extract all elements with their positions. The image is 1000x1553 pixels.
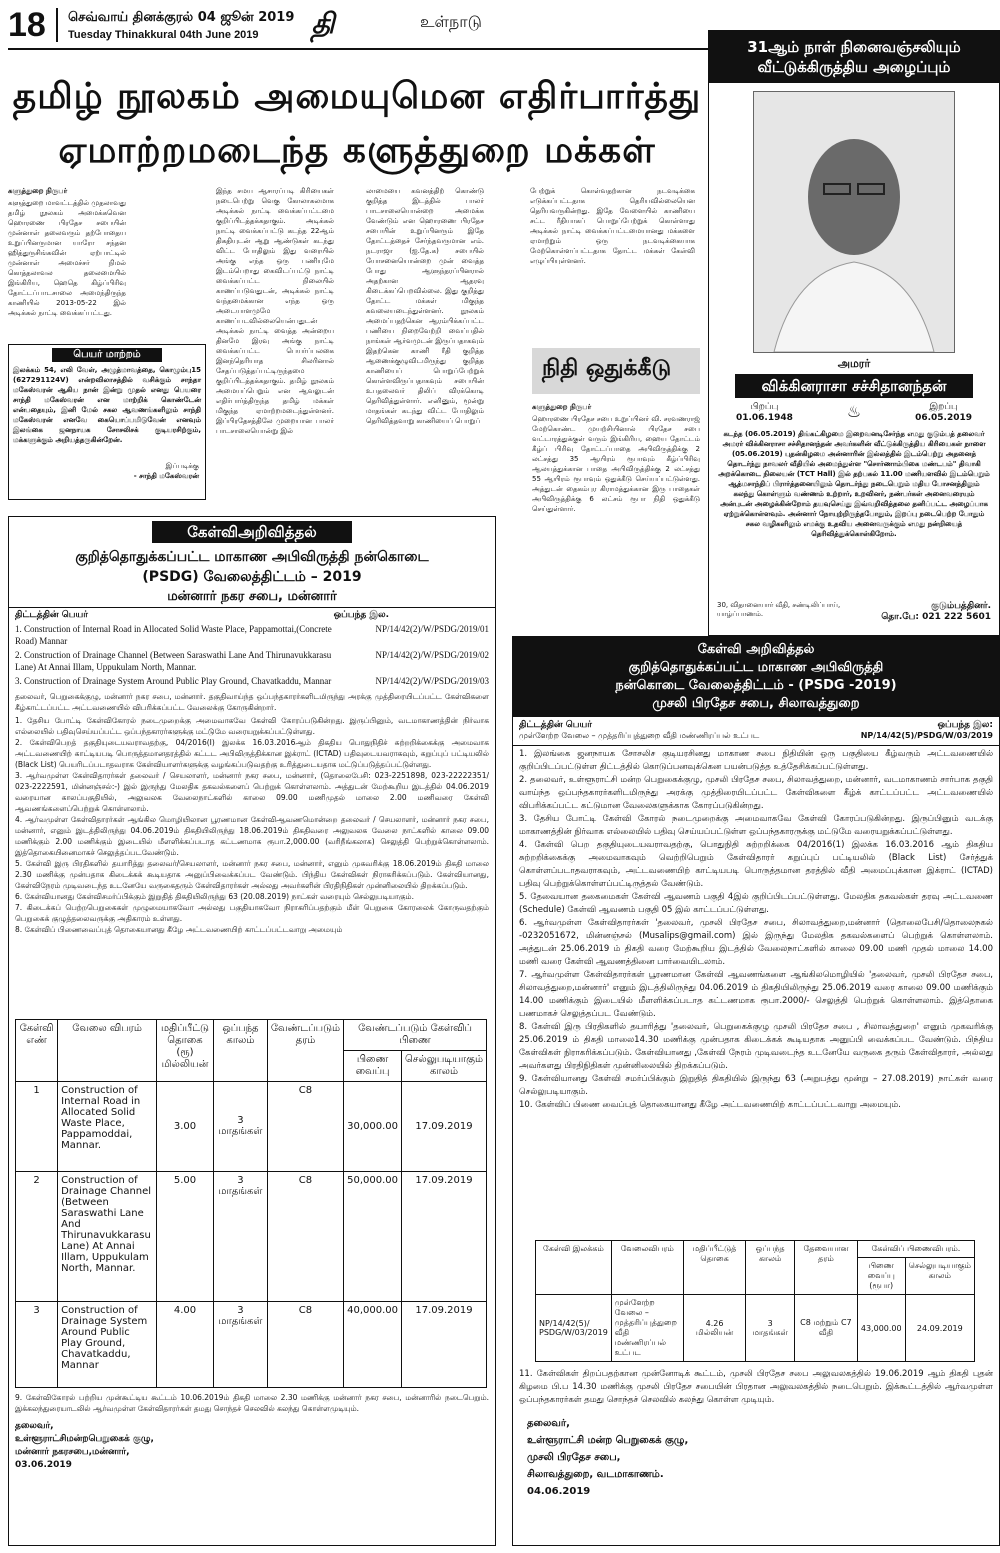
tender-left-heading: கேள்விஅறிவித்தல்	[152, 521, 352, 543]
clause: 1. இலங்கை ஜனநாயக சோசலிச குடியரசினது மாகாண சபை நிதியின் ஒரு பகுதியை கீழ்வரும் அட்டவணையில் குறிப்பிடப்பட்டுள்ள திட்டத்தில் கொடுப்பனவுக்கென பயன்படுத்த உத்தேசிக்கப்பட்டுள்ளது.	[519, 749, 993, 772]
section-label: உள்நாடு	[420, 12, 482, 31]
clause: 8. கேள்விப் பிணைவைப்புத் தொகையானது கீழே அட்டவணையிற் காட்டப்பட்டவாறு அமையும்	[15, 925, 343, 934]
name-change-title: பெயர் மாற்றம்	[52, 348, 162, 362]
th-no: கேள்வி இலக்கம்	[536, 1241, 612, 1295]
th-grade: வேண்டப்படும் தரம்	[267, 1020, 343, 1082]
obituary-notice	[708, 30, 1000, 636]
tender-notice-mannar	[8, 516, 496, 1546]
obituary-title	[709, 31, 999, 83]
th-cost: மதிப்பீட்டு தொகை (ரூ) மில்லியன்	[156, 1020, 213, 1082]
name-change-body: இலக்கம் 54, எலி வேள், அழுத்மாவத்தை, கொழும்பு15 (627291124V) என்றவிலாசத்தில் வசிக்கும் சாந்தா மகேஸ்வரன் ஆகிய நான் இன்று முதல் எனது பெயரை சாந்தி மகேஸ்வரன் என மாற்றிக் கொண்டேன் என்பதையும், இனி மேல் சகல ஆவணங்களிலும் சாந்தி மகேஸ்வரன் எனவே கையொப்பமிடுவேன் எனவும் இலங்கை ஜனநாயக சோசலிசக் குடியரசிற்கும், மக்களுக்கும் அறியத்தருகின்றேன்.	[13, 366, 201, 444]
tender-left-title-2: (PSDG) வேலைத்திட்டம் – 2019	[142, 569, 362, 585]
tender-left-col-contract: ஒப்பந்த இல.	[333, 610, 389, 620]
project-row: 2. Construction of Drainage Channel (Between Saraswathi Lane And Thirunavukkarasu Lane) At Annai Illam, Uppukulam North, Mannar. NP/14/42(2)/W/PSDG/2019/02	[15, 650, 489, 672]
th-cost: மதிப்பீட்டுத் தொகை	[683, 1241, 746, 1295]
clause: 5. தேவையான தகைமைகள் கேள்வி ஆவணம் பகுதி 4இல் குறிப்பிடப்பட்டுள்ளது. மேலதிக தகவல்கள் தரவு அட்டவணை (Schedule) கேள்வி ஆவணம் பகுதி 05 இல் காட்டப்பட்டுள்ளது.	[519, 892, 993, 915]
project-row: 1. Construction of Internal Road in Allocated Solid Waste Place, Pappamottai,(Concrete Road) Mannar NP/14/42(2)/W/PSDG/2019/01	[15, 624, 489, 646]
article-column-4: பேற்றுக் கொள்வதற்கான நடவடிக்கை எடுக்கப்பட்டதாக தெரியவில்லையென தெரியவருகின்றது. இதே வேளையில் காணியை சட்ட ரீதியாகப் பொறுப்பேற்றுக் கொள்ளாது அடிக்கல் நாட்டி வைக்கப்பட்டமையானது மக்களை ஏமாற்றும் ஒரு நடவடிக்கையாக மேற்கொள்ளப்பட்டதாக தோட்ட மக்கள் கேள்வி எழுப்பியுள்ளனர்.	[530, 187, 695, 265]
name-change-notice	[8, 344, 206, 500]
obituary-honorific: அமரர்	[837, 357, 871, 370]
clause: 3. தேசிய போட்டி கேள்வி கோரல் நடைமுறைக்கு அமைவாகவே கேள்வி கோரப்படுகின்றது. இருப்பினும் வடக்கு மாகாணத்தின் நிர்வாக எல்லையில் பதிவு செய்யப்பட்டுள்ள ஒப்பந்தகாரருக்கு மட்டுமே வரையறுக்கப்பட்டுள்ளது.	[519, 814, 993, 837]
tender-right-clause-11: 11. கேள்விகள் திறப்பதற்கான முன்னோடிக் கூட்டம், முசலி பிரதேச சபை அலுவலகத்தில் 19.06.2019 ஆம் திகதி புதன் கிழமை பி.ப 14.30 மணிக்கு முசலி பிரதேச சபையின் பிரதான அலுவலகத்தில் நடைபெறும். இக்கூட்டத்தில் ஆர்வமுள்ள ஒப்பந்தகாரர்கள் தமது சொந்தச் செலவில் கலந்து கொள்ள முடியும்.	[519, 1369, 993, 1405]
article-column-1: களுத்துறை மாவட்டத்தில் முதலாவது தமிழ் நூலகம் அமைக்கவென ஹொரணை பிரதேச சபையின் முன்னாள் தலைவரும் தற்போதைய உறுப்பினருமான யாரோ சந்தன ஹித்துருசிங்கவின் ஏற்பாட்டில் முன்னாள் அமைச்சர் நிமல் கொத்தலாவல தலைமையில் இங்கிரிய, ஹெதெ கிழ்ப்பிரிவு தோட்டப்பாடசாலை அமைந்திருந்த காணியில் 2013-05-22 இல் அடிக்கல் நாட்டி வைக்கப்பட்டது.	[8, 199, 126, 317]
article-column-3: லாமையை கவனத்திற் கொண்டு குறித்த இடத்தில் பாலர் பாடசாலையொன்றை அமைக்க வேண்டும் என ஹொரணை பிரதேச சபையின் உறுப்பினரும் இதே தோட்டத்தைச் சேர்ந்தவருமான எம். நடராஜா (ஐ.தே.க) சபையில் யோசனையொன்றை முன் வைத்த போது ஆளுந்தரப்பினரால் அதற்கான ஆதரவு கிடைக்கப்பெறவில்லை. இது குறித்து தோட்ட மக்கள் மிகுந்த கவலையடைந்துள்ளனர். நூலகம் அமைப்பதற்கென ஆரம்பிக்கப்பட்ட பணியை நிறைவேற்றி வைப்பதில் நாங்கள் ஆர்வமுடன் இருப்பதாகவும் இதற்கென காணி ரீதி குறித்த ஆணைக்குழுவிடமிருந்து குறித்த காணியைப் பொறுப்பேற்றுக் கொள்ளவிருப்பதாகவும் சபையின் உபதலைவர் திலிப் விரக்கொடி தெரிவித்துள்ளார். எனினும், மூன்று மாதங்கள் கடந்து விட்ட போதிலும் தெரிவித்தவாறு காணியைப் பொறுப்	[366, 187, 484, 425]
obituary-dates	[709, 402, 999, 423]
clause: 7. ஆர்வமுள்ள கேள்விதாரர்கள் பூரணமான கேள்வி ஆவணங்களை ஆங்கிலமொழியில் 'தலைவர், முசலி பிரதேச சபை, சிலாவத்துறை,மன்னார்' எனும் இடத்திலிருந்து 04.06.2019 ம் திகதியிலிருந்து 25.06.2019 வரை காலை 09.00 மணிக்கும் 14.00 மணிக்கும் இடையில் மீளளிக்கப்படாத கட்டணமாக ரூபா.2000/- செலுத்தி பெற்றுக் கொள்ளலாம். இத்தொகை பணமாகச் செலுத்தப்பட வேண்டும்.	[519, 970, 993, 1019]
newspaper-logo: தி	[311, 7, 335, 40]
portrait-illustration	[754, 92, 954, 352]
th-bond-group: கேள்விப் பிணைவிபரம்.	[857, 1241, 974, 1258]
tender-left-clauses	[9, 715, 495, 1015]
table-row: 3 Construction of Drainage System Around Public Play Ground, Chavatkaddu, Mannar 4.00 3 மாதங்கள் C8 40,000.00 17.09.2019	[16, 1302, 487, 1388]
lamp-icon: ♨	[846, 402, 862, 421]
th-grade: தேவையான தரம்	[794, 1241, 857, 1295]
tender-left-clause-9: 9. கேள்விகோரல் பற்றிய முன்கூட்டிய கூட்டம் 10.06.2019ம் திகதி மாலை 2.30 மணிக்கு மன்னார் நகர சபை, மன்னாரில் நடைபெறும். இக்கலந்துரையாடலில் ஆர்வமுள்ள கேள்விதாரர்கள் தமது சொந்தச் செலவில் கலந்து கொள்ளமுடியும்.	[15, 1393, 489, 1413]
th-no: கேள்வி எண்	[16, 1020, 58, 1082]
tender-right-title-2: நன்கொடை வேலைத்திட்டம் - (PSDG -2019)	[615, 678, 897, 693]
clause: 5. கேள்வி இரு பிரதிகளில் தயாரித்து தலைவர்/செயலாளர், மன்னார் நகர சபை, மன்னார், எனும் முகவரிக்கு 18.06.2019ம் திகதி மாலை 2.30 மணிக்கு முன்பதாக கிடைக்கக் கூடியதாக அனுப்பிவைக்கப்பட வேண்டும். பிந்திய கேள்விகள் நிராகரிக்கப்படும். கேள்வியானது, கேள்விநேரம் முடிவடைந்த உடனேயே வருகைதரும் கேள்விதாரர்கள் அல்லது அவர்களின் பிரதிநிதிகள் முன்னிலையில் திறக்கப்படும்.	[15, 859, 489, 890]
header-divider	[56, 8, 58, 42]
obituary-name: விக்கினராசா சச்சிதானந்தன்	[735, 374, 973, 398]
project-row: 3. Construction of Drainage System Around Public Play Ground, Chavatkaddu, Mannar NP/14/42(2)/W/PSDG/2019/03	[15, 676, 489, 686]
tender-right-title-1: குறித்தொதுக்கப்பட்ட மாகாண அபிவிருத்தி	[628, 660, 884, 675]
birth-date: 01.06.1948	[735, 413, 793, 423]
th-validity: செல்லுபடியாகும் காலம்	[402, 1051, 487, 1082]
tender-left-col-headers	[9, 607, 495, 623]
funding-title-box	[532, 348, 700, 394]
tender-right-header-block	[513, 637, 999, 717]
clause: 4. கேள்வி பெற தகுதியுடையவராவதற்கு, பொதுநிதி சுற்றறிக்கை 04/2016(1) இலக்க 16.03.2016 ஆம் திகதிய சுற்றறிக்கைக்கு அமைவாகவும் வெற்றிபெறும் கேள்விதாரர் கறுப்புப் பட்டியலில் (Black List) சேர்த்துக் கொள்ளப்படாதவராகவும், அட்டவணையிற் காட்டியபடி பொருத்தமான தரத்தில் வீதி அமைப்புக்கான இக்ராட் (ICTAD) பதிவு பெற்றுக்கொள்ளப்பட்டிருத்தல் வேண்டும்.	[519, 840, 993, 889]
clause: 6. ஆர்வமுள்ள கேள்விதாரர்கள் 'தலைவர், முசலி பிரதேச சபை, சிலாவத்துறை,மன்னார் (தொலைபேசி/தொலைநகல் -0232051672, மின்னஞ்சல் (Musalips@gmail.com) இல் இருந்து மேலதிக தகவல்களைப் பெற்றுக் கொள்ளலாம். அத்துடன் 25.06.2019 ம் திகதி வரை மேற்கூறிய இடத்தில் வேலைநாட்களில் காலை 09.00 மணி முதல் மாலை 14.00 மணி வரை கேள்வி ஆவணத்தினை பார்வையிடலாம்.	[519, 918, 993, 967]
th-period: ஒப்பந்த காலம்	[746, 1241, 795, 1295]
header-date-english: Tuesday Thinakkural 04th June 2019	[68, 29, 259, 41]
tender-right-col-project: திட்டத்தின் பெயர்	[519, 720, 592, 730]
tender-left-title-3: மன்னார் நகர சபை, மன்னார்	[167, 589, 337, 604]
clause: 2. கேள்விபெறத் தகுதியுடையவராவதற்கு, 04/2016(I) இலக்க 16.03.2016ஆம் திகதிய பொதுநிதிச் சுற்றறிக்கைக்கு அமைவாக அட்டவணையிற் காட்டியபடி பொருத்தமானதரத்தில் கட்டட அபிவிருத்திக்கான இக்ராட் (ICTAD) பதிவுடையவராகவும், கறுப்புப் பட்டியலில் (Black List) பெயரிடப்படாதவராக கேள்வியாளர்களுக்கு வழங்கப்படுவதற்கு உரித்துடையதாக மட்டுப்படுத்தப்பட்டுள்ளது.	[15, 738, 489, 769]
table-row: 2 Construction of Drainage Channel (Between Saraswathi Lane And Thirunavukkarasu Lane) At Annai Illam, Uppukulam North, Mannar. 5.00 3 மாதங்கள் C8 50,000.00 17.09.2019	[16, 1172, 487, 1302]
clause: 8. கேள்வி இரு பிரதிகளில் தயாரித்து 'தலைவர், பெறுகைக்குழு முசலி பிரதேச சபை , சிலாவத்துறை' எனும் முகவரிக்கு 25.06.2019 ம் திகதி மாலை14.30 மணிக்கு முன்பதாக கிடைக்கக் கூடியதாக அனுப்பி வைக்கப்பட வேண்டும். பிந்திய கேள்விகள் நிராகரிக்கப்படும். கேள்வியானது ,கேள்வி நேரம் முடிவடைந்த உடனேயே வருகை தரும் கேள்விதாரர், அல்லது அவர்களது பிரதிநிதிகள் முன்னிலையில் திறக்கப்படும்.	[519, 1022, 993, 1071]
clause: 6. கேள்வியானது கேள்விசமர்ப்பிக்கும் இறுதித் திகதியிலிருந்து 63 (20.08.2019) நாட்கள் வரையும் செல்லுபடியாகும்.	[15, 892, 414, 901]
th-bond-group: வேண்டப்படும் கேள்விப் பிணை	[344, 1020, 487, 1051]
funding-title: நிதி ஒதுக்கீடு	[542, 356, 672, 381]
tender-right-project-code: NP/14/42(5)/PSDG/W/03/2019	[860, 731, 993, 740]
header-date-tamil: செவ்வாய் தினக்குரல் 04 ஜூன் 2019	[68, 10, 295, 25]
clause: 7. கிடைக்கப் பெற்றபெறுகைகள் முழுமையாகவோ அல்லது பகுதியாகவோ நிராகரிப்பதற்கும் மீள் பெறுகை கோரலைக் கோருவதற்கும் பெறுகைக் குழுத்தலைவருக்கு அதிகாரம் உள்ளது.	[15, 903, 489, 923]
tender-right-heading: கேள்வி அறிவித்தல்	[697, 642, 815, 657]
obituary-address: 30, விதானையார் வீதி, சண்டிலிப்பாய், யாழ்ப்பாணம்.	[717, 601, 841, 618]
funding-body: ஹொரணை பிரதேச சபை உறுப்பினர் வி. சரவணராஜ் மேற்கொண்ட முயற்சியினால் பிரதேச சபை வட்டாரத்துக்குள் வரும் இங்கிரிய, ஹைய தோட்டம் கீழ்ப் பிரிவு தோட்டப்பாதை அபிவிருத்திக்கு 2 லட்சத்து 35 ஆயிரம் ரூபாவும் கீழ்ப்பிரிவு ஆலயத்துக்கான பாதை அபிவிருத்திக்கு 2 லட்சத்து 55 ஆயிரம் ரூபாவும் ஒதுக்கீடு செய்யப்பட்டுள்ளது. அத்துடன் தைகம்புர கிராமத்துக்கான இரு பாதைகள் அபிவிருத்திக்கு 6 லட்சம் ரூபா நிதி ஒதுக்கீடு செய்துள்ளார்.	[532, 415, 700, 513]
obituary-phone: தொ.பே: 021 222 5601	[881, 612, 991, 622]
obituary-title-line-2: வீட்டுக்கிருத்திய அழைப்பும்	[757, 58, 951, 76]
name-change-signature: - சாந்தி மகேஸ்வரன்	[133, 472, 199, 480]
obituary-title-line-1: 31ஆம் நாள் நினைவஞ்சலியும்	[747, 38, 961, 56]
birth-label: பிறப்பு	[750, 402, 779, 412]
clause: 9. கேள்வியானது கேள்வி சமர்ப்பிக்கும் இறுதித் திகதியில் இருந்து 63 (அறுபத்து மூன்று – 27.08.2019) நாட்கள் வரை செல்லுபடியாகும்.	[519, 1074, 993, 1097]
article-column-2: இந்த சமய ஆசாரப்படி கிரியைகள் நடைபெற்று வெகு கோலாகலமாக அடிக்கல் நாட்டி வைக்கப்பட்டமை குறிப்பிடத்தக்கதாகும். அடிக்கல் நாட்டி வைக்கப்பட்டு கடந்த 22ஆம் திகதியுடன் ஆறு ஆண்டுகள் கடந்து விட்ட போதிலும் இது வரையில் அங்கு எந்த ஒரு பணியுமே இடம்பெறாது கைவிடப்பட்டு நாட்டி வைக்கப்பட்ட நிலையில் காணப்படுவதுடன், அடிக்கல் நாட்டி வந்தமைக்கான எந்த ஒரு அடையாளமுமே காணப்படவில்லையென்பதுடன் அடிக்கல் நாட்டி வைத்த அன்றைய தினமே இரவு அங்கு நாட்டி வைக்கப்பட்ட பெயர்ப்பலகை இனந்தெரியாத சிலரினால் சேதப்படுத்தப்பட்டிருந்தமை குறிப்பிடத்தக்கதாகும். தமிழ் நூலகம் அமையப்பெறும் என ஆவலுடன் எதிர்பார்த்திருந்த தமிழ் மக்கள் மிகுந்த ஏமாற்றமடைந்துள்ளனர். இப்பிரதேசத்திலே முறையான பாலர் பாடசாலையொன்று இல்	[216, 187, 334, 435]
tender-right-col-contract: ஒப்பந்த இல:	[937, 720, 993, 730]
tender-right-signature: தலைவர், உள்ளூராட்சி மன்ற பெறுகைக் குழு, முசலி பிரதேச சபை, சிலாவத்துறை, வடமாகாணம். 04.06.2019	[527, 1418, 689, 1497]
death-label: இறப்பு	[929, 402, 958, 412]
clause: 10. கேள்விப் பிணை வைப்புத் தொகையானது கீழே அட்டவணையிற் காட்டப்பட்டவாறு அமையும்.	[519, 1100, 901, 1110]
th-validity: செல்லுபடியாகும் காலம்	[905, 1258, 974, 1295]
obituary-body: கடந்த (06.05.2019) திங்கட்கிழமை இறைவனடிசேர்ந்த எமது குடும்பத் தலைவர் அமரர் விக்கினராசா சச்சிதானந்தன் அவர்களின் வீட்டுக்கிருத்திய கிரியைகள் நாளை (05.06.2019) புதன்கிழமை அன்னாரின் இல்லத்தில் இடம்பெற்று அதனைத் தொடர்ந்து நாவலர் வீதியில் அமைந்துள்ள "சொர்ணாம்பிகை மண்டபம்" திவாகி அறக்கொடை நிலையன் (TCT Hall) இல் தற்பகல் 11.00 மணியளவில் இடம்பெறும் ஆத்மசாந்திப் பிரார்த்தனையிலும் தொடர்ந்து நடைபெறும் மதிய போசனத்திலும் கலந்து கொள்ளும் வண்ணம் உற்றார், உறவினர், நண்பர்கள் அனைவரையும் அன்புடன் அழைக்கின்றோம் தயவுசெய்து இவ்வறிவித்தலை தனிப்பட்ட அழைப்பாக ஏற்றுக்கொள்ளவும். அன்னார் நோயுற்றிருந்தபோதும், இறப்பு நடைபெற்ற போதும் சகல வழிகளிலும் எமக்கு உதவிய அனைவருக்கும் எமது நன்றியைத் தெரிவித்துக்கொள்கிறோம்.	[718, 430, 990, 538]
headline-line-1: தமிழ் நூலகம் அமையுமென எதிர்பார்த்து	[12, 76, 702, 117]
th-work: வேலைவிபரம்	[611, 1241, 683, 1295]
tender-left-projects	[9, 623, 495, 687]
tender-right-clauses	[513, 746, 999, 1234]
article-byline: களுத்துறை நிருபர்	[8, 187, 68, 195]
tender-left-signature: தலைவர், உள்ளூராட்சிமன்றபெறுகைக் குழு, மன்னார் நகரசபை,மன்னார், 03.06.2019	[15, 1421, 154, 1470]
th-work: வேலை விபரம்	[58, 1020, 157, 1082]
tender-notice-musali	[512, 636, 1000, 1546]
funding-byline: களுத்துறை நிருபர்	[532, 403, 592, 411]
death-date: 06.05.2019	[915, 413, 973, 423]
clause: 1. தேசிய போட்டி கேள்விகோரல் நடைமுறைக்கு அமைவாகவே கேள்வி கோரப்படுகின்றது. இருப்பினும், வடமாகாணத்தின் நிர்வாக எல்லையில் பதிவுசெய்யப்பட்ட ஒப்பந்தகாரர்களுக்கு மட்டுமே வரையறுக்கப்பட்டுள்ளது.	[15, 716, 489, 736]
tender-left-col-project: திட்டத்தின் பெயர்	[15, 610, 88, 620]
clause: 3. ஆர்வமுள்ள கேள்விதாரர்கள் தலைவர் / செயலாளர், மன்னார் நகர சபை, மன்னார், (தொலைபேசி: 023-2251898, 023-22222351/ 023-2222591, மின்னஞ்சல்:-) இல் இருந்து மேலதிக தகவல்களைப் பெற்றுக் கொள்ளலாம். அத்துடன் மேற்கூறிய இடத்தில் 04.06.2019 வரையான காலப்பகுதியில், அலுவலக வேலைநாட்களில் காலை 09.00 மணிமுதல் மாலை 2.00 மணிவரை கேள்வி ஆவணங்களைப்பெற்றுக் கொள்ளலாம்.	[15, 771, 489, 813]
obituary-footer	[709, 599, 999, 625]
tender-right-project	[513, 731, 999, 746]
clause: 2. தலைவர், உள்ளூராட்சி மன்ற பெறுகைக்குழு, முசலி பிரதேச சபை, சிலாவத்துறை, மன்னார், வடமாகாணம் சார்பாக தகுதி வாய்ந்த ஒப்பந்தகாரர்களிடமிருந்து அரக்கு முத்திரையிடப்பட்ட கேள்விகளை கீழ்க் காட்டப்பட்ட அட்டவணையில் விபரிக்கப்பட்ட கட்டுமான வேலைகளுக்காக கோரப்படுகின்றது.	[519, 775, 993, 811]
th-bond: பிணை வைப்பு (ரூபா)	[857, 1258, 905, 1295]
obituary-family: குடும்பத்தினர்.	[930, 601, 991, 611]
tender-left-intro: தலைவர், பெறுகைக்குழு, மன்னார் நகர சபை, மன்னார். தகுதிவாய்ந்த ஒப்பந்தகாரர்களிடமிருந்து அரக்கு முத்திரையிடப்பட்ட கேள்விகளை கீழ்காட்டப்பட்ட அட்டவணையில் விபரிக்கப்பட்ட வேலைக்கு கோருகின்றார்.	[15, 692, 489, 712]
headline-line-2: ஏமாற்றமடைந்த களுத்துறை மக்கள்	[58, 130, 656, 171]
page-number: 18	[8, 6, 46, 44]
header-rule	[8, 48, 708, 50]
clause: 4. ஆர்வமுள்ள கேள்விதாரர்கள் ஆங்கில மொழியிலான பூரணமான கேள்விஆவணமொன்றை தலைவர் / செயலாளர், மன்னார் நகர சபை, மன்னார், எனும் இடத்திலிருந்து 04.06.2019ம் திகதியிலிருந்து 18.06.2019ம் திகதிவரை அலுவலக வேலை நாட்களில் காலை 09.00 மணிக்கும் 2.00 மணிக்கும் இடையில் மீளளிக்கப்படாத கட்டணமாக ரூபா.2,000.00 (வரிநீங்கலாக) செலுத்தி பெற்றுக்கொள்ளலாம். இத்தொகையினைமாகச் செலுத்தப்படவேண்டும்.	[15, 815, 489, 857]
th-period: ஒப்பந்த காலம்	[214, 1020, 268, 1082]
table-row: 1 Construction of Internal Road in Allocated Solid Waste Place, Pappamoddai, Mannar. 3.00 3 மாதங்கள் C8 30,000.00 17.09.2019	[16, 1082, 487, 1172]
tender-right-project-name: முள்ளேற்ற வேலை – முத்தரிப்புத்துறை வீதி மண்ணிரப்பல் உட்பட	[519, 731, 760, 740]
tender-right-title-3: முசலி பிரதேச சபை, சிலாவத்துறை	[652, 696, 860, 711]
tender-left-title-1: குறித்தொதுக்கப்பட்ட மாகாண அபிவிருத்தி நன்கொடை	[75, 549, 429, 565]
tender-right-col-headers	[513, 717, 999, 731]
th-bond: பிணை வைப்பு	[344, 1051, 402, 1082]
tender-left-table	[15, 1019, 487, 1388]
obituary-photo	[753, 91, 955, 353]
tender-right-table	[535, 1240, 975, 1362]
table-row: NP/14/42(5)/ PSDG/W/03/2019 முள்ளேற்ற வேலை – முத்தரிப்புத்துறை வீதி மண்ணிரப்பல் உட்பட 4.26 மில்லியன் 3 மாதங்கள் C8 மற்றும் C7 வீதி 43,000.00 24.09.2019	[536, 1295, 975, 1362]
name-change-signoff: இப்படிக்கு	[165, 462, 199, 470]
